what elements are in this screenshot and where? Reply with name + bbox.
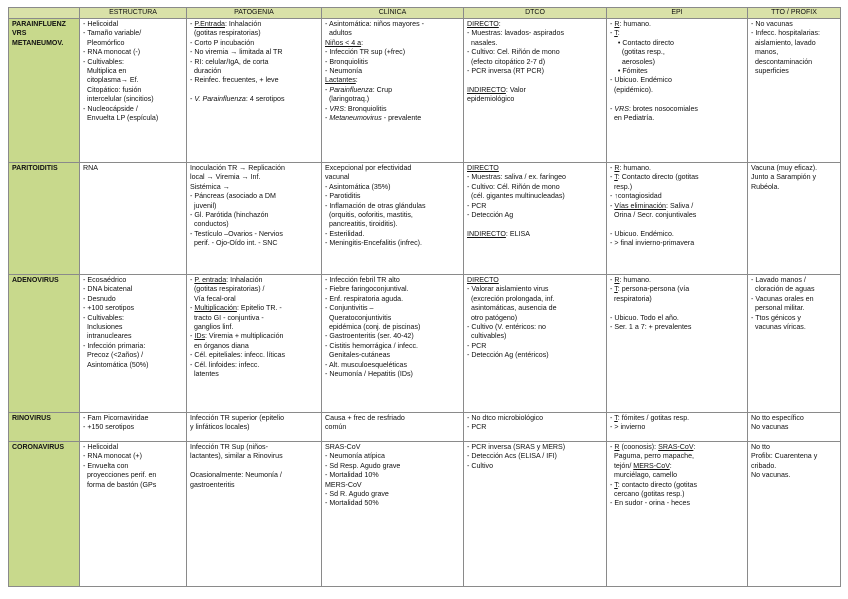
cell-line: - PCR <box>467 201 487 210</box>
cell-line: DIRECTO <box>467 276 499 284</box>
cell-line: Citopático: fusión <box>83 85 142 94</box>
cell-line: - DNA bicatenal <box>83 285 133 294</box>
cell-line: Multiplica en <box>83 67 127 76</box>
cell-line: - Detección Acs (ELISA / IFI) <box>467 452 557 461</box>
cell-line: - Mortalidad 50% <box>325 499 379 508</box>
cell-line: y linfáticos locales) <box>190 423 250 432</box>
cell-line: SRAS-CoV <box>325 443 361 451</box>
cell-line: Infección TR Sup (niños- <box>190 443 268 451</box>
cell-line: - Valorar aislamiento virus <box>467 285 549 294</box>
cell-line: respiratoria) <box>610 294 652 303</box>
cell-clinica <box>322 275 464 413</box>
cell-line: - VRS: brotes nosocomiales <box>610 104 698 113</box>
cell-line: - No dtco microbiológico <box>467 414 544 422</box>
cell-line: tejón/ MERS-CoV: <box>610 461 672 470</box>
cell-line: (cél. gigantes multinucleadas) <box>467 192 565 201</box>
cell-line: Inclusiones <box>83 323 123 332</box>
cell-line: Niños < 4 a: <box>325 38 364 47</box>
cell-line: - PCR <box>467 423 487 432</box>
cell-line: cultivables) <box>467 332 507 341</box>
cell-line: - > final invierno-primavera <box>610 239 695 248</box>
cell-clinica <box>322 19 464 163</box>
header-estructura: ESTRUCTURA <box>80 8 187 19</box>
cell-line: Infección TR superior (epitelio <box>190 414 285 422</box>
cell-line: Inoculación TR → Replicación <box>190 164 285 172</box>
cell-line: en Pediatría. <box>610 114 655 123</box>
cell-line: cribado. <box>751 461 777 470</box>
cell-line: Causa + frec de resfriado <box>325 414 405 422</box>
virus-comparison-table <box>8 7 841 587</box>
cell-line: Junto a Sarampión y <box>751 173 817 182</box>
cell-line: - Lavado manos / <box>751 276 806 284</box>
cell-line: (efecto citopático 2-7 d) <box>467 57 546 66</box>
cell-line: adultos <box>325 29 352 38</box>
cell-line: - Sd R. Agudo grave <box>325 490 389 499</box>
cell-line: resp.) <box>610 182 633 191</box>
cell-line: - Neumonía atípica <box>325 452 385 461</box>
cell-dtco <box>464 163 607 275</box>
cell-line: aerosoles) <box>610 57 655 66</box>
cell-epi <box>607 163 748 275</box>
cell-line: - ↑contagiosidad <box>610 192 662 201</box>
cell-line: - IDs: Viremia + multiplicación <box>190 332 284 341</box>
row-virus-name: ADENOVIRUS <box>9 275 80 413</box>
cell-line: - Neumonía / Hepatitis (IDs) <box>325 370 413 379</box>
cell-line: Ocasionalmente: Neumonía / <box>190 471 282 480</box>
cell-line: - PCR inversa (RT PCR) <box>467 67 544 76</box>
cell-line: - Metaneumovirus - prevalente <box>325 114 422 123</box>
cell-line: - T: fómites / gotitas resp. <box>610 414 690 422</box>
cell-line: - Asintomática (35%) <box>325 182 391 191</box>
cell-line: - Muestras: lavados- aspirados <box>467 29 564 38</box>
cell-line: - Mortalidad 10% <box>325 471 379 480</box>
cell-line: - Infecc. hospitalarias: <box>751 29 820 38</box>
cell-line: Envuelta LP (espícula) <box>83 114 159 123</box>
header-tto-profix: TTO / PROFIX <box>748 8 841 19</box>
cell-line: - Muestras: saliva / ex. faríngeo <box>467 173 566 182</box>
cell-line: - Ubicuo. Endémico. <box>610 229 674 238</box>
cell-patogenia <box>187 19 322 163</box>
cell-clinica <box>322 442 464 587</box>
cell-line: - Ubicuo. Todo el año. <box>610 313 679 322</box>
cell-line: (gotitas respiratorias) <box>190 29 261 38</box>
cell-line: - Detección Ag <box>467 211 514 220</box>
cell-line: epidemiológico <box>467 95 515 104</box>
table-row <box>9 163 841 275</box>
table-row <box>9 413 841 442</box>
cell-line: - Gastroenteritis (ser. 40-42) <box>325 332 414 341</box>
cell-line: - Fam Picornaviridae <box>83 414 149 422</box>
cell-line <box>610 304 744 313</box>
cell-line: - No vacunas <box>751 20 793 28</box>
cell-line: - Cultivables: <box>83 57 125 66</box>
cell-line: RNA <box>83 164 98 172</box>
cell-line: - Bronquiolitis <box>325 57 368 66</box>
cell-clinica <box>322 413 464 442</box>
cell-line: duración <box>190 67 222 76</box>
cell-line: - Nucleocápside / <box>83 104 138 113</box>
cell-line: perif. - Ojo-Oído int. - SNC <box>190 239 278 248</box>
cell-line: - P.Entrada: Inhalación <box>190 20 262 28</box>
cell-line: INDIRECTO: ELISA <box>467 229 530 238</box>
cell-line: No tto específico <box>751 414 804 422</box>
cell-line: - Multiplicación: Epitelio TR. - <box>190 304 282 313</box>
cell-line: - Sd Resp. Agudo grave <box>325 461 401 470</box>
cell-line: (gotitas respiratorias) / <box>190 285 265 294</box>
cell-line: local → Viremia → Inf. <box>190 173 261 182</box>
header-empty <box>9 8 80 19</box>
cell-line: cloración de aguas <box>751 285 815 294</box>
cell-line: • Fómites <box>610 67 648 76</box>
cell-line: Lactantes: <box>325 76 358 85</box>
cell-line: - Inflamación de otras glándulas <box>325 201 426 210</box>
cell-line: vacunal <box>325 173 350 182</box>
cell-line: - T: contacto directo (gotitas <box>610 480 698 489</box>
cell-line: Profilx: Cuarentena y <box>751 452 818 461</box>
cell-line: Precoz (<2años) / <box>83 351 144 360</box>
row-virus-name: PARITOIDITIS <box>9 163 80 275</box>
cell-epi <box>607 442 748 587</box>
cell-line: - VRS: Bronquiolitis <box>325 104 387 113</box>
cell-tto-profix <box>748 19 841 163</box>
cell-line: - Ttos génicos y <box>751 313 801 322</box>
table-row <box>9 442 841 587</box>
cell-line: en órganos diana <box>190 341 249 350</box>
cell-line: Paguma, perro mapache, <box>610 452 694 461</box>
row-virus-name: CORONAVIRUS <box>9 442 80 587</box>
header-row <box>9 8 841 19</box>
cell-dtco <box>464 275 607 413</box>
cell-line: nasales. <box>467 38 498 47</box>
cell-line: - Reinfec. frecuentes, + leve <box>190 76 279 85</box>
cell-line: - R (coonosis): SRAS-CoV: <box>610 443 696 451</box>
cell-line: proyecciones perif. en <box>83 471 157 480</box>
cell-dtco <box>464 413 607 442</box>
cell-line: - Vacunas orales en <box>751 294 814 303</box>
cell-line: - Parainfluenza: Crup <box>325 85 393 94</box>
cell-line: Rubéola. <box>751 182 780 191</box>
cell-line: - Envuelta con <box>83 461 129 470</box>
cell-line: - Vías eliminación: Saliva / <box>610 201 694 210</box>
cell-patogenia <box>187 413 322 442</box>
cell-line: común <box>325 423 347 432</box>
cell-dtco <box>464 442 607 587</box>
cell-patogenia <box>187 163 322 275</box>
cell-line: - Cél. epiteliales: infecc. líticas <box>190 351 286 360</box>
cell-line: intercelular (sincitios) <box>83 95 154 104</box>
cell-line: - Fiebre faringoconjuntival. <box>325 285 409 294</box>
cell-line: manos, <box>751 48 779 57</box>
table-row <box>9 19 841 163</box>
cell-line: tracto GI - conjuntiva - <box>190 313 264 322</box>
cell-epi <box>607 275 748 413</box>
cell-line <box>610 95 744 104</box>
cell-line: Sistémica → <box>190 182 230 191</box>
cell-line: descontaminación <box>751 57 813 66</box>
cell-line: Queratoconjuntivitis <box>325 313 392 322</box>
cell-line: - V. Parainfluenza: 4 serotipos <box>190 95 285 104</box>
cell-line: Genitales-cutáneas <box>325 351 391 360</box>
cell-line: - PCR inversa (SRAS y MERS) <box>467 443 566 451</box>
cell-line: - Infección primaria: <box>83 341 146 350</box>
cell-line <box>467 220 603 229</box>
cell-line: - Infección febril TR alto <box>325 276 400 284</box>
cell-line: - T: persona-persona (vía <box>610 285 690 294</box>
cell-line: forma de bastón (GPs <box>83 480 157 489</box>
cell-line: aislamiento, lavado <box>751 38 816 47</box>
cell-line: latentes <box>190 370 219 379</box>
cell-line: - Enf. respiratoria aguda. <box>325 294 404 303</box>
cell-line: - Helicoidal <box>83 20 119 28</box>
cell-dtco <box>464 19 607 163</box>
cell-line: - Páncreas (asociado a DM <box>190 192 276 201</box>
cell-line: - Helicoidal <box>83 443 119 451</box>
cell-line: cercano (gotitas resp.) <box>610 490 685 499</box>
cell-line: (excreción prolongada, inf. <box>467 294 555 303</box>
cell-line: - Cultivo <box>467 461 494 470</box>
header-patogenia: PATOGENIA <box>187 8 322 19</box>
header-epi: EPI <box>607 8 748 19</box>
cell-line: superficies <box>751 67 789 76</box>
cell-line: Excepcional por efectividad <box>325 164 412 172</box>
cell-line: pancreatitis, tiroiditis). <box>325 220 398 229</box>
cell-estructura <box>80 275 187 413</box>
cell-line: personal militar. <box>751 304 805 313</box>
cell-patogenia <box>187 442 322 587</box>
cell-line: No vacunas <box>751 423 789 432</box>
cell-line: conductos) <box>190 220 229 229</box>
cell-line: - Testículo –Ovarios - Nervios <box>190 229 283 238</box>
header-clinica: CLÍNICA <box>322 8 464 19</box>
cell-line: MERS-CoV <box>325 480 362 489</box>
cell-line: ganglios linf. <box>190 323 234 332</box>
cell-line: - Cistitis hemorrágica / infecc. <box>325 341 419 350</box>
cell-line: (epidémico). <box>610 85 653 94</box>
cell-line: - P. entrada: Inhalación <box>190 276 263 284</box>
cell-line: Vía fecal-oral <box>190 294 236 303</box>
cell-line: - T: Contacto directo (gotitas <box>610 173 699 182</box>
cell-line: gastroenteritis <box>190 480 235 489</box>
row-virus-name: PARAINFLUENZ VRS METANEUMOV. <box>9 19 80 163</box>
cell-line: - RI: celular/IgA, de corta <box>190 57 269 66</box>
cell-line: - Desnudo <box>83 294 116 303</box>
cell-line: citoplasma→ Ef. <box>83 76 139 85</box>
cell-line: lactantes), similar a Rinovirus <box>190 452 283 461</box>
cell-patogenia <box>187 275 322 413</box>
cell-line <box>190 86 318 95</box>
cell-estructura <box>80 19 187 163</box>
cell-line: DIRECTO: <box>467 20 501 28</box>
cell-tto-profix <box>748 163 841 275</box>
cell-epi <box>607 413 748 442</box>
cell-line: - Parotiditis <box>325 192 361 201</box>
cell-line: (gotitas resp., <box>610 48 665 57</box>
cell-line: (laringotraq.) <box>325 95 370 104</box>
cell-line: - Gl. Parótida (hinchazón <box>190 211 269 220</box>
cell-line: - Cultivables: <box>83 313 125 322</box>
cell-line: - Ubicuo. Endémico <box>610 76 672 85</box>
cell-line: - PCR <box>467 341 487 350</box>
cell-line: - Ser. 1 a 7: + prevalentes <box>610 323 692 332</box>
cell-line: - Ecosaédrico <box>83 276 127 284</box>
cell-line: - T: <box>610 29 620 38</box>
table-row <box>9 275 841 413</box>
cell-line: No tto <box>751 443 770 451</box>
cell-clinica <box>322 163 464 275</box>
cell-line: - R: humano. <box>610 276 652 284</box>
cell-line: Vacuna (muy eficaz). <box>751 164 818 172</box>
cell-line: - +100 serotipos <box>83 304 135 313</box>
cell-line: (orquitis, ooforitis, mastitis, <box>325 211 413 220</box>
cell-line: - No viremia → limitada al TR <box>190 48 283 57</box>
cell-line: - Esterilidad. <box>325 229 365 238</box>
row-virus-name: RINOVIRUS <box>9 413 80 442</box>
cell-line: Orina / Secr. conjuntivales <box>610 211 697 220</box>
cell-line: - Cultivo: Cél. Riñón de mono <box>467 182 560 191</box>
cell-estructura <box>80 163 187 275</box>
cell-line: Pleomórfico <box>83 38 125 47</box>
cell-line: INDIRECTO: Valor <box>467 85 526 94</box>
header-dtco: DTCO <box>464 8 607 19</box>
cell-line: - R: humano. <box>610 164 652 172</box>
cell-line: Asintomática (50%) <box>83 360 149 369</box>
comparison-table-sheet <box>8 7 841 587</box>
cell-line: - +150 serotipos <box>83 423 135 432</box>
cell-line: - Cultivo (V. entéricos: no <box>467 323 546 332</box>
cell-line: - Cél. linfoides: infecc. <box>190 360 260 369</box>
cell-line: - Tamaño variable/ <box>83 29 142 38</box>
cell-line: - Asintomática: niños mayores - <box>325 20 424 28</box>
cell-tto-profix <box>748 442 841 587</box>
cell-tto-profix <box>748 413 841 442</box>
cell-line: - Alt. musculoesqueléticas <box>325 360 408 369</box>
cell-line: DIRECTO <box>467 164 499 172</box>
cell-line: murciélago, camello <box>610 471 678 480</box>
cell-line: - RNA monocat (+) <box>83 452 142 461</box>
cell-line: - Infección TR sup (+frec) <box>325 48 406 57</box>
cell-line: - Corto P incubación <box>190 38 255 47</box>
cell-line: - R: humano. <box>610 20 652 28</box>
cell-epi <box>607 19 748 163</box>
cell-line: vacunas víricas. <box>751 323 806 332</box>
cell-line: - Meningitis-Encefalitis (infrec). <box>325 239 422 248</box>
cell-tto-profix <box>748 275 841 413</box>
cell-line: - > invierno <box>610 423 646 432</box>
cell-line: - Conjuntivitis – <box>325 304 374 313</box>
cell-line: - Detección Ag (entéricos) <box>467 351 549 360</box>
cell-line: otro patógeno) <box>467 313 518 322</box>
cell-line <box>467 76 603 85</box>
cell-line: - RNA monocat (-) <box>83 48 141 57</box>
cell-estructura <box>80 442 187 587</box>
cell-line: asintomáticas, ausencia de <box>467 304 557 313</box>
cell-line <box>190 462 318 471</box>
cell-line: - Cultivo: Cel. Riñón de mono <box>467 48 560 57</box>
cell-estructura <box>80 413 187 442</box>
cell-line <box>610 220 744 229</box>
cell-line: • Contacto directo <box>610 38 674 47</box>
cell-line: - En sudor - orina - heces <box>610 499 691 508</box>
cell-line: No vacunas. <box>751 471 791 480</box>
cell-line: juvenil) <box>190 201 217 210</box>
cell-line: - Neumonía <box>325 67 363 76</box>
cell-line: epidémica (conj. de piscinas) <box>325 323 421 332</box>
cell-line: intranucleares <box>83 332 132 341</box>
